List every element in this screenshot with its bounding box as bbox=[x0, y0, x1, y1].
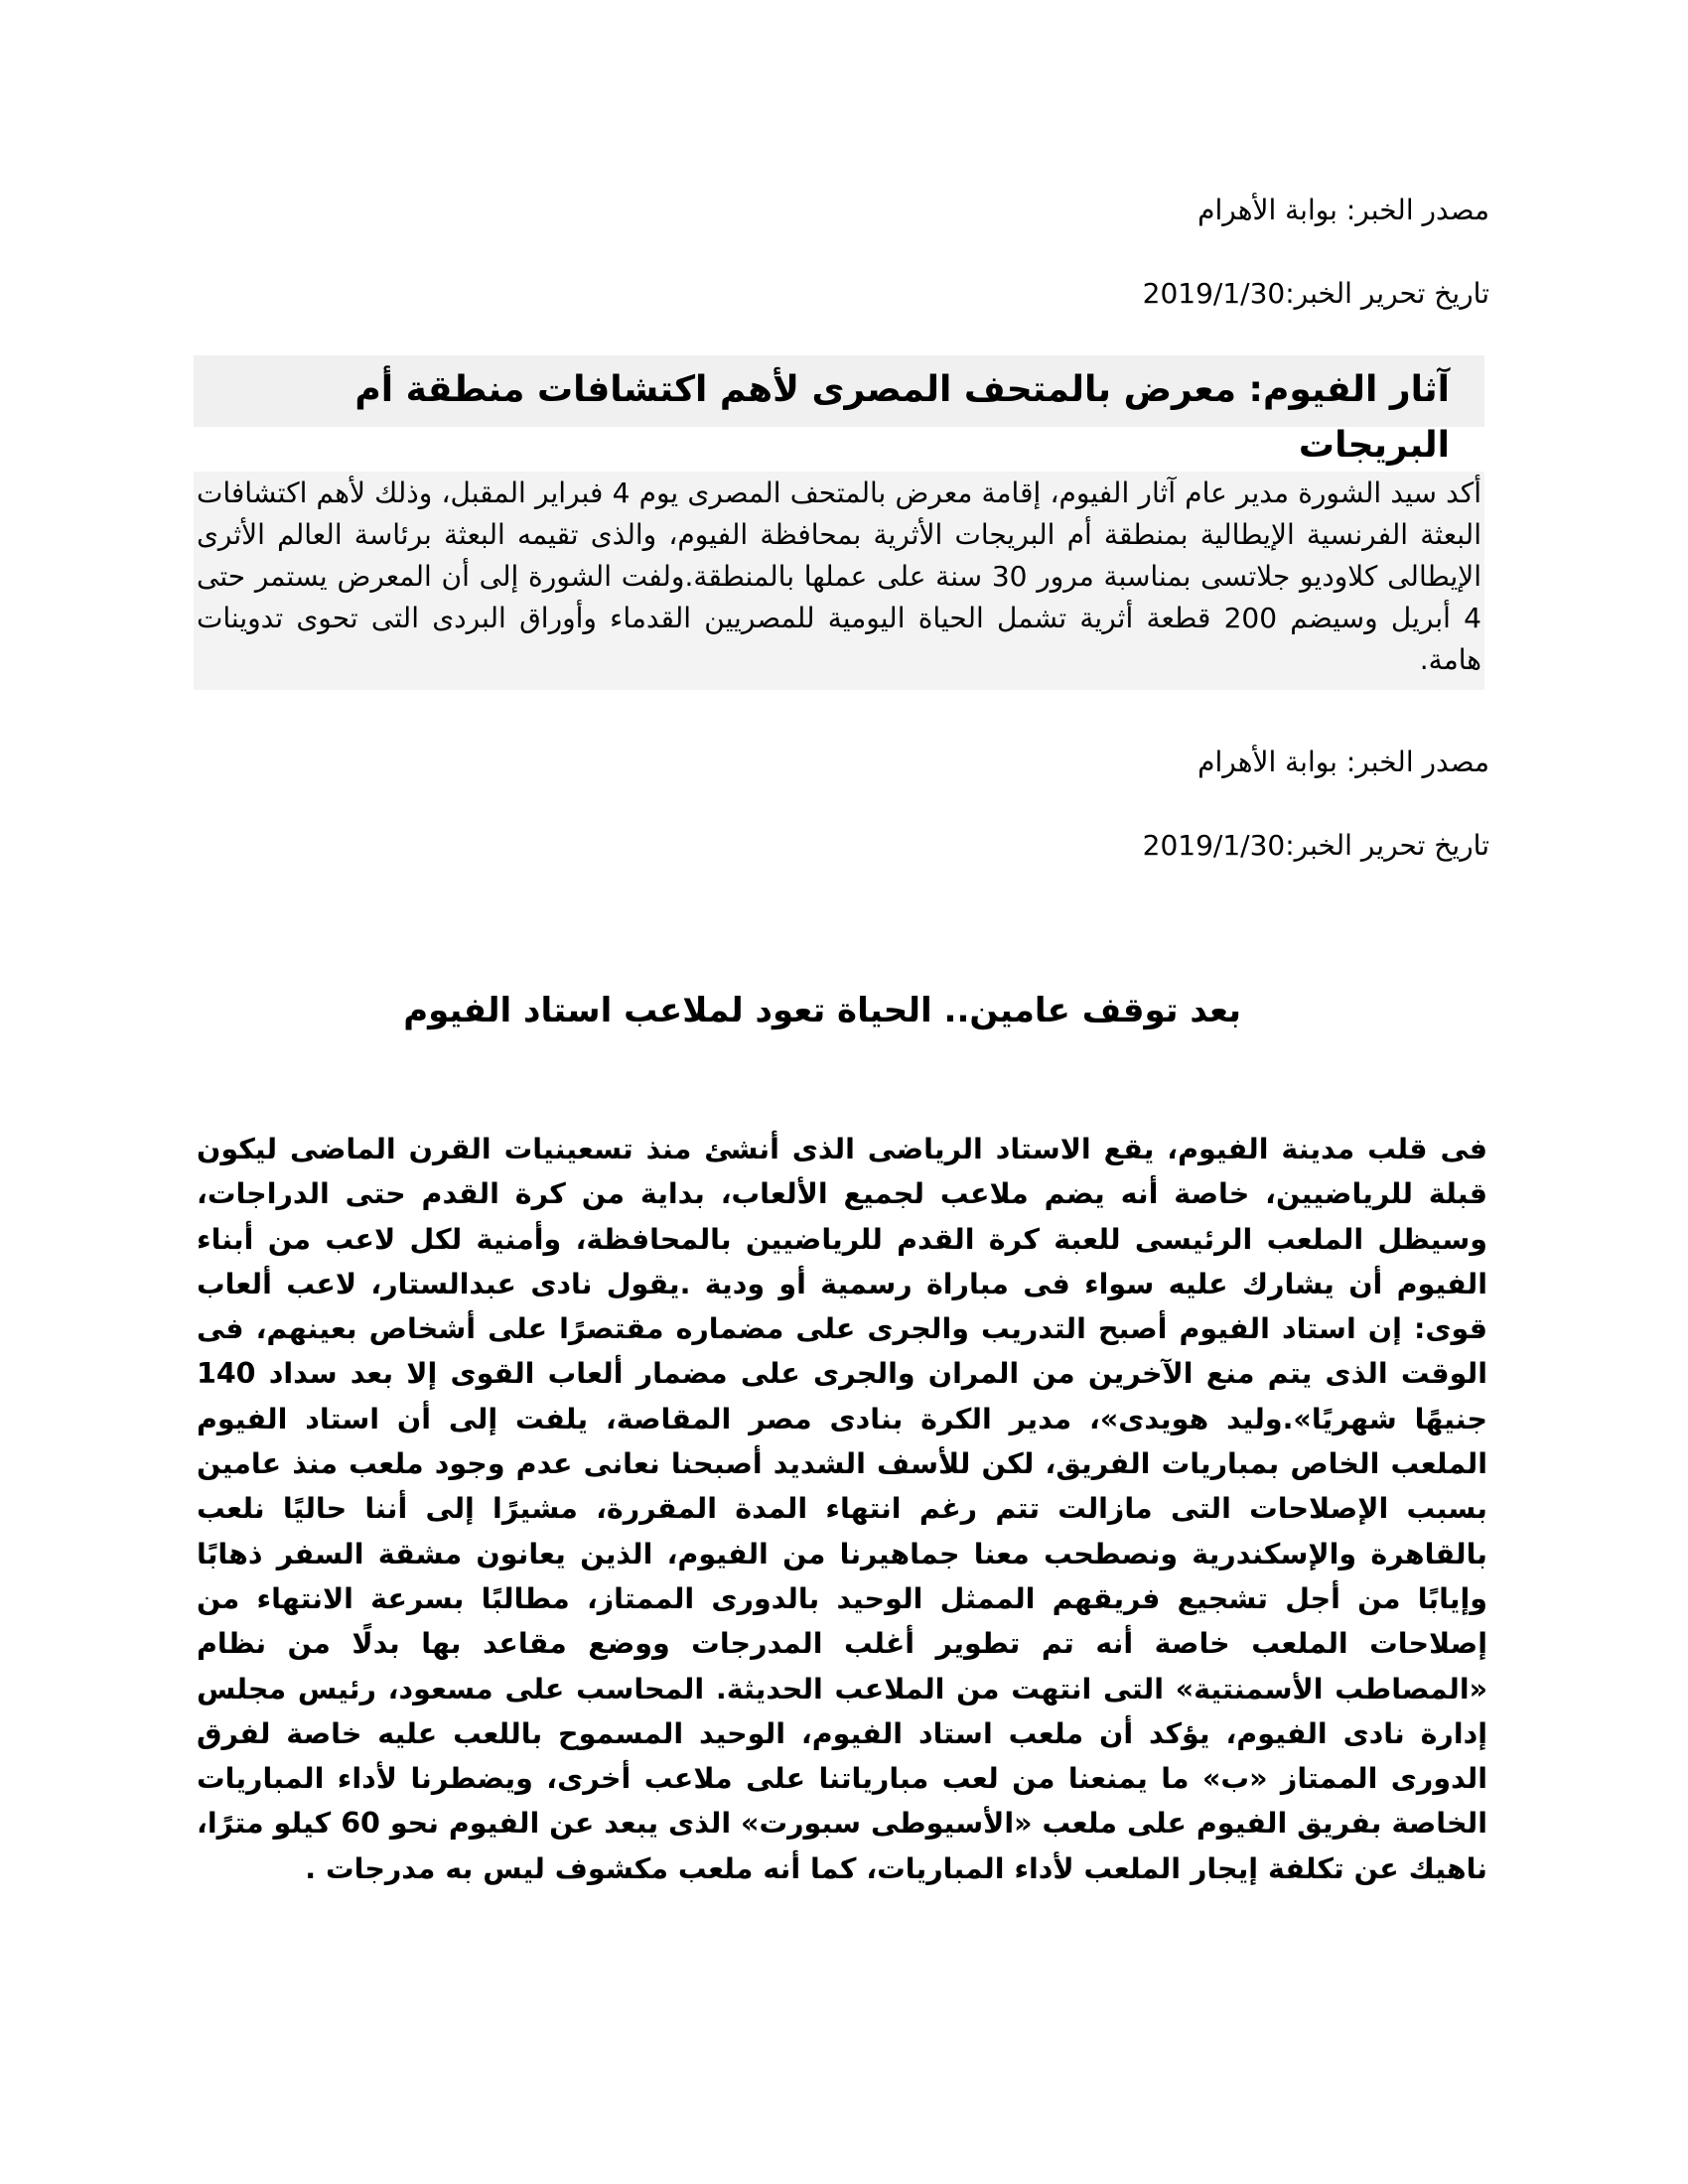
news-source-line-2: مصدر الخبر: بوابة الأهرام bbox=[1197, 746, 1489, 778]
article-paragraph-2: فى قلب مدينة الفيوم، يقع الاستاد الرياضى الذى أنشئ منذ تسعينيات القرن الماضى ليكون قبلة للرياضيين، خاصة أنه يضم ملاعب لجميع الألعاب، بداية من كرة القدم حتى الدراجات، وسيظل الملعب الرئيسى للعبة كرة القدم للرياضيين بالمحافظة، وأمنية لكل لاعب من أبناء الفيوم أن يشارك عليه سواء فى مباراة رسمية أو ودية .يقول نادى عبدالستار، لاعب ألعاب قوى: إن استاد الفيوم أصبح التدريب والجرى على مضماره مقتصرًا على أشخاص بعينهم، فى الوقت الذى يتم منع الآخرين من المران والجرى على مضمار ألعاب القوى إلا بعد سداد 140 جنيهًا شهريًا».وليد هويدى»، مدير الكرة بنادى مصر المقاصة، يلفت إلى أن استاد الفيوم الملعب الخاص بمباريات الفريق، لكن للأسف الشديد أصبحنا نعانى عدم وجود ملعب منذ عامين بسبب الإصلاحات التى مازالت تتم رغم انتهاء المدة المقررة، مشيرًا إلى أننا حاليًا نلعب بالقاهرة والإسكندرية ونصطحب معنا جماهيرنا من الفيوم، الذين يعانون مشقة السفر ذهابًا وإيابًا من أجل تشجيع فريقهم الممثل الوحيد بالدورى الممتاز، مطالبًا بسرعة الانتهاء من إصلاحات الملعب خاصة أنه تم تطوير أغلب المدرجات ووضع مقاعد بها بدلًا من نظام «المصاطب الأسمنتية» التى انتهت من الملاعب الحديثة. المحاسب على مسعود، رئيس مجلس إدارة نادى الفيوم، يؤكد أن ملعب استاد الفيوم، الوحيد المسموح باللعب عليه خاصة لفرق الدورى الممتاز «ب» ما يمنعنا من لعب مبارياتنا على ملاعب أخرى، ويضطرنا لأداء المباريات الخاصة بفريق الفيوم على ملعب «الأسيوطى سبورت» الذى يبعد عن الفيوم نحو 60 كيلو مترًا، ناهيك عن تكلفة إيجار الملعب لأداء المباريات، كما أنه ملعب مكشوف ليس به مدرجات . bbox=[197, 1133, 1487, 1885]
article-paragraph: أكد سيد الشورة مدير عام آثار الفيوم، إقامة معرض بالمتحف المصرى يوم 4 فبراير المقبل، وذلك لأهم اكتشافات البعثة الفرنسية الإيطالية بمنطقة أم البريجات الأثرية بمحافظة الفيوم، والذى تقيمه البعثة برئاسة العالم الأثرى الإيطالى كلاوديو جلاتسى بمناسبة مرور 30 سنة على عملها بالمنطقة.ولفت الشورة إلى أن المعرض يستمر حتى 4 أبريل وسيضم 200 قطعة أثرية تشمل الحياة اليومية للمصريين القدماء وأوراق البردى التى تحوى تدوينات هامة. bbox=[197, 477, 1481, 676]
article-title-2: بعد توقف عامين.. الحياة تعود لملاعب استاد الفيوم bbox=[403, 991, 1241, 1030]
news-source-line: مصدر الخبر: بوابة الأهرام bbox=[1197, 194, 1489, 226]
article-title: آثار الفيوم: معرض بالمتحف المصرى لأهم اكتشافات منطقة أم البريجات bbox=[354, 369, 1450, 466]
news-date-line: تاريخ تحرير الخبر:2019/1/30 bbox=[1142, 277, 1489, 310]
news-date-line-2: تاريخ تحرير الخبر:2019/1/30 bbox=[1142, 829, 1489, 862]
